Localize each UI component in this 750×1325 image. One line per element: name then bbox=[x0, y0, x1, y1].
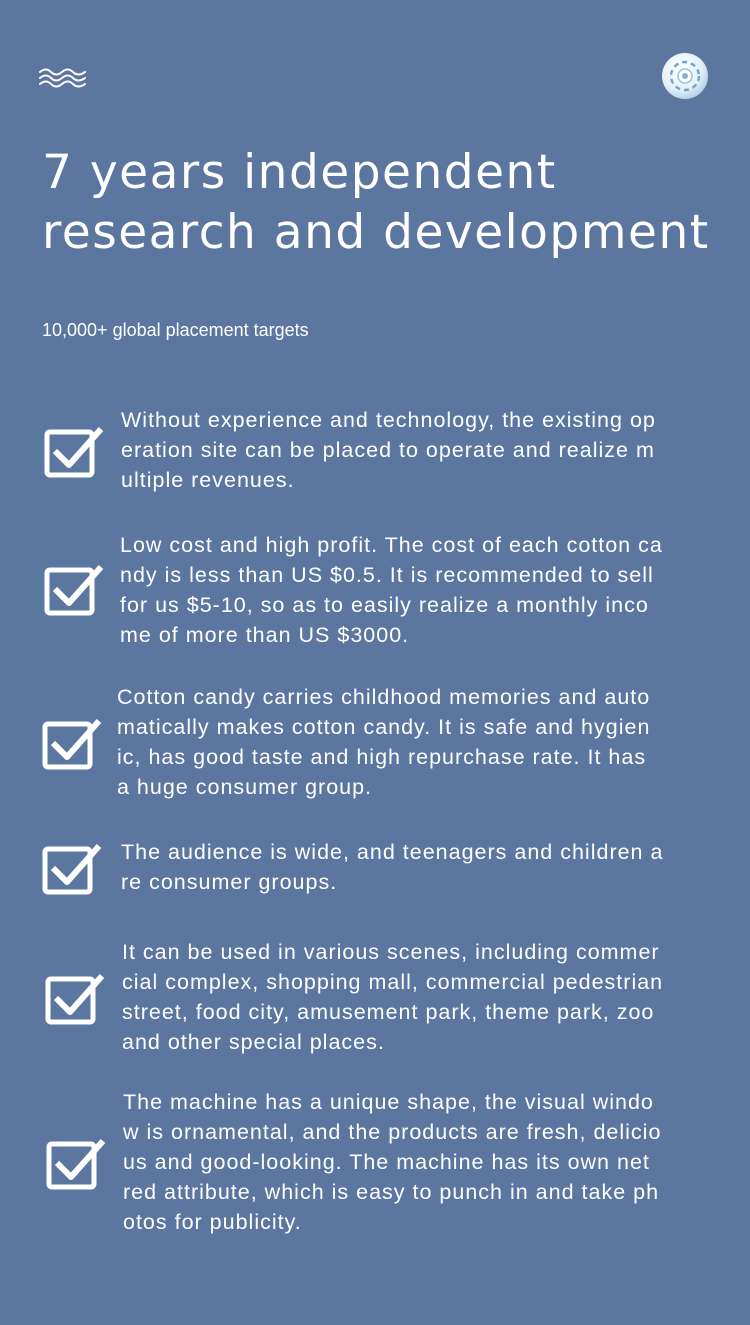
snowflake-badge-icon[interactable] bbox=[661, 52, 709, 100]
feature-text: It can be used in various scenes, including commer cial complex, shopping mall, commercial pedestrian street, food city, amusement park, theme park, zoo and other special places. bbox=[122, 940, 664, 1054]
feature-text: The machine has a unique shape, the visual windo w is ornamental, and the products are fresh, delicio us and good-looking. The machine has its own net red attribute, which is easy to punch in and take ph otos for publicity. bbox=[123, 1090, 662, 1234]
title-line-1: 7 years independent bbox=[42, 145, 557, 200]
checkbox-checked-icon bbox=[45, 973, 105, 1025]
page-subtitle: 10,000+ global placement targets bbox=[42, 320, 309, 340]
feature-text: The audience is wide, and teenagers and children a re consumer groups. bbox=[121, 840, 664, 894]
checkbox-checked-icon bbox=[44, 426, 104, 478]
feature-text: Cotton candy carries childhood memories and auto matically makes cotton candy. It is safe and hygien ic, has good taste and high repurchase rate. It has a huge consumer group. bbox=[117, 685, 651, 799]
wave-menu-icon[interactable] bbox=[39, 66, 86, 88]
page-title bbox=[42, 143, 732, 263]
feature-text: Without experience and technology, the existing op eration site can be placed to operate and realize m ultiple revenues. bbox=[121, 408, 656, 492]
checkbox-checked-icon bbox=[42, 843, 102, 895]
title-line-2: research and development bbox=[42, 205, 710, 260]
feature-text: Low cost and high profit. The cost of each cotton ca ndy is less than US $0.5. It is recommended to sell for us $5-10, so as to easily realize a monthly inco me of more than US $3000. bbox=[120, 533, 663, 647]
checkbox-checked-icon bbox=[46, 1138, 106, 1190]
checkbox-checked-icon bbox=[42, 718, 102, 770]
checkbox-checked-icon bbox=[44, 564, 104, 616]
